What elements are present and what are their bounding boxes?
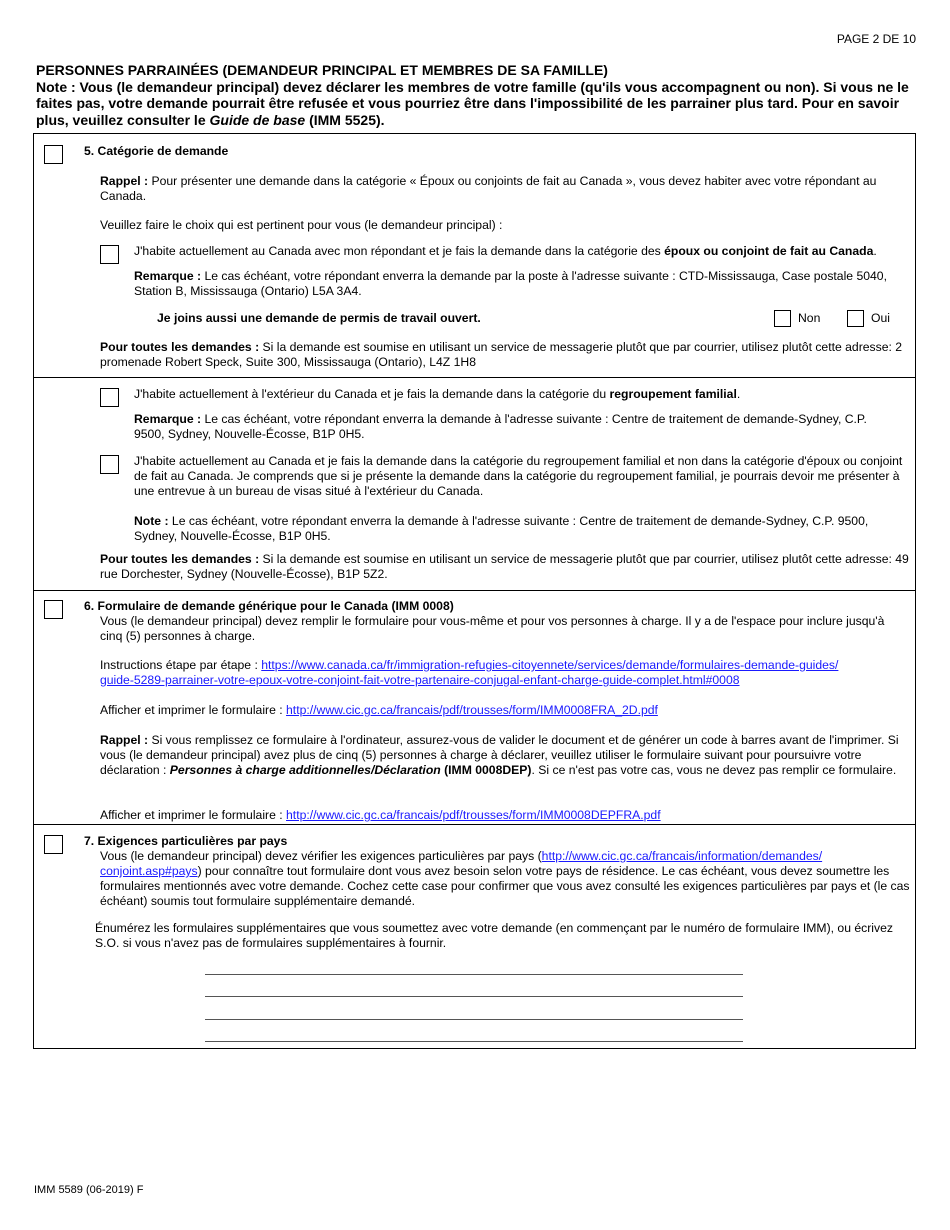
s5-permit-oui-checkbox[interactable] — [847, 310, 864, 327]
s5-opt1-remarque: Remarque : Le cas échéant, votre répondant enverra la demande par la poste à l'adresse suivante : CTD-Mississauga, Case postale 5040, Station B, Mississauga (Ontario) L5A 3A4. — [134, 269, 887, 298]
s5-choose: Veuillez faire le choix qui est pertinent pour vous (le demandeur principal) : — [100, 218, 503, 232]
additional-form-line-2[interactable] — [205, 996, 743, 997]
s6-dep-form-link[interactable]: http://www.cic.gc.ca/francais/pdf/trousses/form/IMM0008DEPFRA.pdf — [286, 808, 661, 822]
additional-form-line-4[interactable] — [205, 1041, 743, 1042]
s7-desc: Vous (le demandeur principal) devez vérifier les exigences particulières par pays (http://www.cic.gc.ca/francais/information/demandes/ conjoint.asp#pays) pour connaître tout formulaire dont vous avez besoin selon votre pays de résidence. Le cas échéant, vous devez soumettre les formulaires mentionnés avec votre demande. Cochez cette case pour confirmer que vous avez consulté les exigences particulières par pays et (le cas échéant) soumis tout formulaire supplémentaire demandé. — [100, 849, 910, 908]
s5-permit-non-label: Non — [798, 311, 821, 325]
s6-instructions-link[interactable]: https://www.canada.ca/fr/immigration-refugies-citoyennete/services/demande/formulaires-demande-guides/ — [261, 658, 839, 672]
additional-form-line-1[interactable] — [205, 974, 743, 975]
s6-checkbox[interactable] — [44, 600, 63, 619]
divider — [34, 824, 916, 825]
s5-opt2-text: J'habite actuellement à l'extérieur du Canada et je fais la demande dans la catégorie du regroupement familial. — [134, 387, 741, 401]
note-suffix: (IMM 5525). — [305, 111, 385, 128]
divider — [34, 377, 916, 378]
s6-form-link[interactable]: http://www.cic.gc.ca/francais/pdf/trousses/form/IMM0008FRA_2D.pdf — [286, 703, 658, 717]
s7-checkbox[interactable] — [44, 835, 63, 854]
s5-checkbox[interactable] — [44, 145, 63, 164]
form-code: IMM 5589 (06-2019) F — [34, 1184, 144, 1196]
s5-opt2-checkbox[interactable] — [100, 388, 119, 407]
guide-title: Guide de base — [209, 111, 306, 128]
s5-opt3-text: J'habite actuellement au Canada et je fais la demande dans la catégorie du regroupement familial et non dans la catégorie d'époux ou conjoint de fait au Canada. Je comprends que si je présente la demande dans la catégorie du regroupement familial, je pourrais devoir me présenter à une entrevue à un bureau de visas situé à l'extérieur du Canada. — [134, 454, 903, 498]
s7-country-link-cont[interactable]: conjoint.asp#pays — [100, 864, 198, 878]
s5-permit-oui-label: Oui — [871, 311, 890, 325]
s7-country-link[interactable]: http://www.cic.gc.ca/francais/information/demandes/ — [541, 849, 823, 863]
s5-title: 5. Catégorie de demande — [84, 144, 229, 158]
section-header — [36, 62, 916, 128]
s5-opt1-text: J'habite actuellement au Canada avec mon répondant et je fais la demande dans la catégorie des époux ou conjoint de fait au Canada. — [134, 244, 877, 258]
note-prefix: Note : Vous (le demandeur principal) devez déclarer les membres de votre famille (qu'ils vous accompagnent ou non). Si vous ne le faites pas, votre demande pourrait être refusée et vous pourriez être dans l'impossibilité de les parrainer plus tard. Pour en savoir plus, veuillez consulter le — [36, 78, 909, 128]
s7-list-instructions: Énumérez les formulaires supplémentaires que vous soumettez avec votre demande (en commençant par le numéro de formulaire IMM), ou écrivez S.O. si vous n'avez pas de formulaires supplémentaires à fournir. — [95, 921, 893, 950]
section-title: PERSONNES PARRAINÉES (DEMANDEUR PRINCIPAL ET MEMBRES DE SA FAMILLE) — [36, 62, 608, 78]
s6-title: 6. Formulaire de demande générique pour le Canada (IMM 0008) — [84, 599, 454, 613]
s6-print1: Afficher et imprimer le formulaire : http://www.cic.gc.ca/francais/pdf/trousses/form/IMM0008FRA_2D.pdf — [100, 703, 658, 717]
s5-opt2-remarque: Remarque : Le cas échéant, votre répondant enverra la demande à l'adresse suivante : Centre de traitement de demande-Sydney, C.P. 9500, Sydney, Nouvelle-Écosse, B1P 0H5. — [134, 412, 867, 441]
s5-opt1-checkbox[interactable] — [100, 245, 119, 264]
s6-rappel: Rappel : Si vous remplissez ce formulaire à l'ordinateur, assurez-vous de valider le document et de générer un code à barres avant de l'imprimer. Si vous (le demandeur principal) avez plus de cinq (5) personnes à charge à déclarer, veuillez utiliser le formulaire suivant pour poursuivre votre déclaration : Personnes à charge additionnelles/Déclaration (IMM 0008DEP). Si ce n'est pas votre cas, vous ne devez pas remplir ce formulaire. — [100, 733, 899, 777]
s5-rappel: Rappel : Pour présenter une demande dans la catégorie « Époux ou conjoints de fait au Canada », vous devez habiter avec votre répondant au Canada. — [100, 174, 877, 203]
s6-print2: Afficher et imprimer le formulaire : http://www.cic.gc.ca/francais/pdf/trousses/form/IMM0008DEPFRA.pdf — [100, 808, 661, 822]
s6-desc: Vous (le demandeur principal) devez remplir le formulaire pour vous-même et pour vos personnes à charge. Il y a de l'espace pour inclure jusqu'à cinq (5) personnes à charge. — [100, 614, 885, 643]
s5-opt3-note: Note : Le cas échéant, votre répondant enverra la demande à l'adresse suivante : Centre de traitement de demande-Sydney, C.P. 9500, Sydney, Nouvelle-Écosse, B1P 0H5. — [134, 514, 869, 543]
page-number: PAGE 2 DE 10 — [836, 32, 916, 46]
s5-opt3-checkbox[interactable] — [100, 455, 119, 474]
s6-instructions-link-cont[interactable]: guide-5289-parrainer-votre-epoux-votre-conjoint-fait-votre-partenaire-conjugal-enfant-charge-guide-complet.html#0008 — [100, 673, 740, 687]
s6-instructions: Instructions étape par étape : https://www.canada.ca/fr/immigration-refugies-citoyennete/services/demande/formulaires-demande-guides/ guide-5289-parrainer-votre-epoux-votre-conjoint-fait-votre-partenaire-conjugal-enfant-charge-guide-complet.html#0008 — [100, 658, 839, 687]
additional-form-line-3[interactable] — [205, 1019, 743, 1020]
s7-title: 7. Exigences particulières par pays — [84, 834, 288, 848]
s5-all2: Pour toutes les demandes : Si la demande est soumise en utilisant un service de messagerie plutôt que par courrier, utilisez plutôt cette adresse: 49 rue Dorchester, Sydney (Nouvelle-Écosse), B1P 5Z2. — [100, 552, 909, 581]
s5-all1: Pour toutes les demandes : Si la demande est soumise en utilisant un service de messagerie plutôt que par courrier, utilisez plutôt cette adresse: 2 promenade Robert Speck, Suite 300, Mississauga (Ontario), L4Z 1H8 — [100, 340, 903, 369]
s5-permit-question: Je joins aussi une demande de permis de travail ouvert. — [157, 311, 481, 325]
s5-permit-non-checkbox[interactable] — [774, 310, 791, 327]
divider — [34, 590, 916, 591]
